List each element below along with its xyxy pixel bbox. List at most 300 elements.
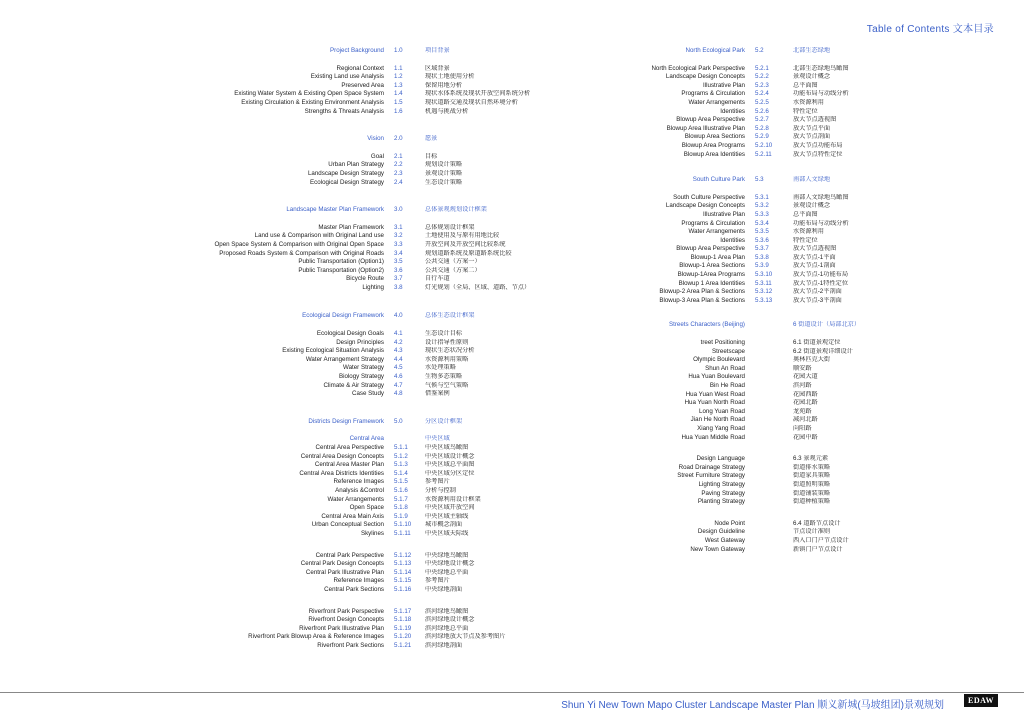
toc-entry-number: 5.0 — [394, 417, 403, 425]
toc-entry-number: 4.4 — [394, 355, 403, 363]
toc-entry-chinese: 参考图片 — [425, 577, 450, 585]
toc-entry-chinese: 放大节点-1特性定位 — [793, 279, 849, 287]
toc-entry-english: Streetscape — [711, 347, 745, 355]
toc-entry-english: Riverfront Park Sections — [317, 641, 384, 649]
toc-entry-chinese: 北部生态绿地鸟瞰图 — [793, 64, 849, 72]
toc-entry-chinese: 现状道路交通及现状自然环境分析 — [425, 98, 518, 106]
section-spacer — [560, 185, 1024, 194]
toc-entry[interactable] — [0, 642, 560, 651]
toc-entry[interactable] — [0, 99, 560, 108]
toc-entry-english: Open Space — [349, 504, 384, 512]
toc-entry-english: Design Guideline — [697, 528, 745, 536]
toc-entry[interactable] — [0, 179, 560, 188]
toc-entry-chinese: 现状土地使用分析 — [425, 73, 475, 81]
toc-entry[interactable] — [0, 373, 560, 382]
toc-entry[interactable] — [560, 245, 1024, 254]
toc-entry-number: 1.3 — [394, 81, 403, 89]
toc-entry-number: 5.1.20 — [394, 633, 412, 641]
toc-entry[interactable] — [560, 73, 1024, 82]
toc-entry[interactable] — [560, 464, 1024, 473]
toc-entry[interactable] — [0, 444, 560, 453]
toc-entry[interactable] — [560, 528, 1024, 537]
toc-entry-chinese: 总平面图 — [793, 210, 818, 218]
toc-entry-chinese: 滨河绿地放大节点及参考图片 — [425, 633, 506, 641]
toc-entry-number: 1.5 — [394, 98, 403, 106]
toc-entry-english: Identities — [720, 236, 745, 244]
toc-entry-number: 5.1.7 — [394, 495, 408, 503]
toc-entry[interactable] — [0, 382, 560, 391]
toc-entry-english: Hua Yuan North Road — [684, 399, 745, 407]
toc-entry-number: 3.5 — [394, 258, 403, 266]
toc-entry-number: 4.6 — [394, 373, 403, 381]
toc-entry-english: Node Point — [714, 519, 745, 527]
toc-entry-number: 5.2.6 — [755, 107, 769, 115]
toc-entry-chinese: 减河北路 — [793, 416, 818, 424]
toc-entry-number: 1.4 — [394, 90, 403, 98]
toc-entry[interactable] — [560, 472, 1024, 481]
toc-entry-english: Illustrative Plan — [703, 81, 745, 89]
toc-entry-chinese: 放大节点-1剖面 — [793, 262, 836, 270]
toc-entry[interactable] — [560, 339, 1024, 348]
toc-entry-number: 5.1.5 — [394, 478, 408, 486]
toc-entry-english: Land use & Comparison with Original Land use — [254, 232, 384, 240]
toc-section-heading[interactable] — [560, 176, 1024, 185]
toc-entry-number: 3.3 — [394, 240, 403, 248]
toc-entry-number: 4.5 — [394, 364, 403, 372]
toc-section — [560, 176, 1024, 305]
toc-entry-chinese: 参考图片 — [425, 478, 450, 486]
toc-entry[interactable] — [0, 161, 560, 170]
toc-entry-number: 5.2.5 — [755, 98, 769, 106]
toc-entry-chinese: 街道家具策略 — [793, 472, 831, 480]
toc-entry-english: North Ecological Park — [685, 47, 745, 54]
toc-entry[interactable] — [0, 625, 560, 634]
toc-entry-chinese: 中央区域开放空间 — [425, 504, 475, 512]
toc-section-heading[interactable] — [0, 135, 560, 144]
toc-entry-english: Xiang Yang Road — [697, 424, 745, 432]
toc-entry[interactable] — [0, 284, 560, 293]
toc-entry-chinese: 放大节点-1功能布局 — [793, 271, 849, 279]
toc-entry-chinese: 放大节点透视图 — [793, 116, 837, 124]
toc-entry[interactable] — [0, 65, 560, 74]
toc-entry-number: 5.2.3 — [755, 81, 769, 89]
toc-entry[interactable] — [0, 258, 560, 267]
toc-entry-english: Design Principles — [336, 338, 384, 346]
toc-entry[interactable] — [0, 616, 560, 625]
toc-entry-number: 5.2.9 — [755, 133, 769, 141]
toc-entry-english: Central Area — [349, 435, 384, 443]
toc-entry[interactable] — [560, 65, 1024, 74]
toc-entry[interactable] — [560, 90, 1024, 99]
toc-entry-chinese: 中央区域总平面图 — [425, 461, 475, 469]
toc-entry-number: 5.3.8 — [755, 253, 769, 261]
toc-entry[interactable] — [0, 390, 560, 399]
toc-entry[interactable] — [560, 99, 1024, 108]
toc-entry-chinese: 项目背景 — [425, 47, 450, 54]
toc-entry-number: 2.3 — [394, 169, 403, 177]
toc-entry[interactable] — [0, 250, 560, 259]
toc-entry-english: Blowup-1 Area Plan — [690, 253, 745, 261]
toc-section-heading[interactable] — [0, 206, 560, 215]
toc-entry-chinese: 愿景 — [425, 135, 438, 143]
toc-entry-number — [755, 382, 793, 391]
toc-entry[interactable] — [560, 408, 1024, 417]
toc-entry-number: 5.3.6 — [755, 236, 769, 244]
toc-entry[interactable] — [0, 513, 560, 522]
toc-entry[interactable] — [560, 391, 1024, 400]
toc-entry-chinese: 中央区域天际线 — [425, 529, 469, 537]
toc-entry[interactable] — [560, 382, 1024, 391]
toc-section — [560, 321, 1024, 554]
toc-entry-number: 5.3.5 — [755, 228, 769, 236]
toc-entry[interactable] — [0, 577, 560, 586]
toc-section-heading[interactable] — [560, 47, 1024, 56]
toc-entry-english: Ecological Design Framework — [302, 312, 384, 320]
toc-entry[interactable] — [560, 211, 1024, 220]
toc-entry-chinese: 生态设计策略 — [425, 178, 463, 186]
toc-entry[interactable] — [0, 560, 560, 569]
toc-entry-number: 5.1.2 — [394, 452, 408, 460]
toc-entry[interactable] — [560, 237, 1024, 246]
toc-entry-chinese: 自行车道 — [425, 275, 450, 283]
toc-entry[interactable] — [0, 90, 560, 99]
toc-entry-chinese: 放大节点剖面 — [793, 133, 831, 141]
toc-entry[interactable] — [0, 224, 560, 233]
toc-entry-number: 5.2.8 — [755, 124, 769, 132]
toc-entry-english: Landscape Design Concepts — [665, 73, 745, 81]
toc-entry-english: Central Area Perspective — [315, 444, 384, 451]
toc-entry[interactable] — [560, 228, 1024, 237]
toc-entry-chinese: 水资源利用 — [793, 98, 824, 106]
group-spacer — [560, 507, 1024, 520]
toc-entry[interactable] — [560, 82, 1024, 91]
toc-entry-number: 5.2.1 — [755, 64, 769, 72]
toc-entry-chinese: 特性定位 — [793, 236, 818, 244]
toc-entry[interactable] — [560, 194, 1024, 203]
toc-entry-number: 5.3.7 — [755, 245, 769, 253]
toc-entry-english: Lighting — [362, 283, 384, 291]
toc-entry-chinese: 花园西路 — [793, 390, 818, 398]
toc-entry-chinese: 花园中路 — [793, 433, 818, 441]
toc-entry[interactable] — [0, 356, 560, 365]
toc-entry-english: Skylines — [360, 529, 384, 537]
toc-entry[interactable] — [0, 108, 560, 117]
toc-entry-chinese: 现状生态状况分析 — [425, 347, 475, 355]
toc-entry[interactable] — [560, 537, 1024, 546]
toc-entry[interactable] — [560, 365, 1024, 374]
toc-entry[interactable] — [560, 455, 1024, 464]
toc-entry-number: 4.1 — [394, 330, 403, 338]
toc-entry-chinese: 南部人文绿地鸟瞰图 — [793, 193, 849, 201]
toc-entry-english: Reference Images — [333, 577, 384, 585]
toc-section-heading[interactable] — [0, 312, 560, 321]
toc-entry-number: 3.1 — [394, 223, 403, 231]
toc-entry-chinese: 公共交通（方案二） — [425, 266, 481, 274]
toc-entry[interactable] — [560, 151, 1024, 160]
toc-entry-chinese: 滨河绿地剖面 — [425, 641, 463, 649]
toc-entry[interactable] — [0, 521, 560, 530]
toc-entry-chinese: 街道铺装策略 — [793, 489, 831, 497]
toc-entry-number — [755, 528, 793, 537]
toc-entry-number: 3.8 — [394, 283, 403, 291]
toc-entry-number: 5.3.13 — [755, 296, 773, 304]
toc-entry[interactable] — [560, 520, 1024, 529]
toc-entry-number: 3.4 — [394, 249, 403, 257]
toc-entry-number: 5.1.13 — [394, 560, 412, 568]
toc-entry-number — [755, 356, 793, 365]
toc-entry-number: 5.1.1 — [394, 444, 408, 451]
toc-entry-english: Programs & Circulation — [681, 219, 745, 227]
toc-entry-chinese: 街道排水策略 — [793, 463, 831, 471]
toc-entry-chinese: 中央绿地剖面 — [425, 585, 463, 593]
toc-entry-english: Open Space System & Comparison with Original Open Space — [214, 240, 384, 248]
toc-entry[interactable] — [560, 490, 1024, 499]
toc-entry[interactable] — [560, 202, 1024, 211]
toc-entry-chinese: 生态设计目标 — [425, 330, 463, 338]
toc-entry-chinese: 规划设计策略 — [425, 161, 463, 169]
toc-entry-chinese: 功能布局与动线分析 — [793, 90, 849, 98]
toc-entry-english: Water Strategy — [342, 364, 384, 372]
toc-entry-number: 5.1.18 — [394, 616, 412, 624]
toc-entry-english: Central Area Main Axis — [321, 512, 384, 520]
toc-entry-number: 4.0 — [394, 312, 403, 320]
toc-section-heading[interactable] — [560, 321, 1024, 330]
toc-entry-number: 5.1.6 — [394, 486, 408, 494]
toc-entry-english: Regional Context — [336, 64, 384, 72]
toc-entry-english: Central Park Illustrative Plan — [305, 568, 384, 576]
toc-entry-english: Urban Plan Strategy — [328, 161, 384, 169]
toc-entry-number: 5.1.16 — [394, 585, 412, 593]
toc-entry[interactable] — [560, 425, 1024, 434]
toc-entry[interactable] — [560, 416, 1024, 425]
toc-entry[interactable] — [0, 330, 560, 339]
toc-entry-number — [755, 472, 793, 481]
toc-entry[interactable] — [560, 356, 1024, 365]
toc-entry-english: Blowup Area Perspective — [676, 116, 745, 124]
toc-entry[interactable] — [0, 487, 560, 496]
toc-entry[interactable] — [560, 262, 1024, 271]
toc-entry-number: 5.1.11 — [394, 529, 411, 537]
toc-entry[interactable] — [0, 347, 560, 356]
toc-entry-number — [755, 490, 793, 499]
toc-entry-number: 5.2.7 — [755, 116, 769, 124]
toc-entry-english: Blowup-2 Area Plan & Sections — [659, 288, 745, 296]
toc-entry[interactable] — [560, 280, 1024, 289]
toc-entry-number — [755, 425, 793, 434]
toc-entry[interactable] — [560, 142, 1024, 151]
toc-entry[interactable] — [0, 633, 560, 642]
toc-entry-english: Blowup-1 Area Sections — [679, 262, 745, 270]
toc-entry-chinese: 水资源利用 — [793, 228, 824, 236]
toc-entry-number — [755, 455, 793, 464]
toc-entry[interactable] — [0, 241, 560, 250]
toc-entry[interactable] — [0, 569, 560, 578]
group-spacer — [0, 539, 560, 552]
toc-entry-english: Hua Yuan Middle Road — [681, 433, 745, 441]
toc-entry-chinese: 设计指导性原则 — [425, 338, 469, 346]
toc-entry-english: Central Park Design Concepts — [300, 560, 384, 568]
toc-entry[interactable] — [0, 530, 560, 539]
toc-entry[interactable] — [0, 339, 560, 348]
toc-entry[interactable] — [0, 73, 560, 82]
toc-entry-english: North Ecological Park Perspective — [651, 64, 745, 72]
toc-entry-chinese: 景观设计概念 — [793, 73, 831, 81]
toc-entry-number: 4.3 — [394, 347, 403, 355]
toc-entry-number — [755, 498, 793, 507]
toc-entry-chinese: 中央绿地鸟瞰图 — [425, 551, 469, 559]
toc-entry[interactable] — [0, 153, 560, 162]
toc-entry-english: Bicycle Route — [346, 275, 384, 283]
toc-entry-number: 5.1.15 — [394, 577, 412, 585]
toc-entry-chinese: 节点设计准则 — [793, 528, 831, 536]
toc-entry-english: Proposed Roads System & Comparison with Original Roads — [219, 249, 384, 257]
toc-entry[interactable] — [0, 267, 560, 276]
toc-entry-english: Blowup Area Illustrative Plan — [666, 124, 745, 132]
toc-entry-chinese: 滨河绿地设计概念 — [425, 616, 475, 624]
footer-title: Shun Yi New Town Mapo Cluster Landscape Master Plan 顺义新城(马坡组团)景观规划 — [561, 700, 944, 711]
toc-entry[interactable] — [560, 348, 1024, 357]
toc-entry-chinese: 开放空间及开放空间比较系统 — [425, 240, 506, 248]
toc-entry[interactable] — [560, 288, 1024, 297]
toc-entry-english: Paving Strategy — [701, 489, 745, 497]
toc-entry-number: 1.0 — [394, 47, 403, 54]
toc-entry[interactable] — [560, 133, 1024, 142]
toc-entry[interactable] — [0, 435, 560, 444]
toc-entry-number: 5.2.10 — [755, 141, 773, 149]
toc-entry-chinese: 灯光规划（全局、区域、道路、节点） — [425, 283, 531, 291]
toc-entry[interactable] — [560, 498, 1024, 507]
toc-entry[interactable] — [0, 608, 560, 617]
toc-entry[interactable] — [560, 434, 1024, 443]
toc-entry[interactable] — [0, 496, 560, 505]
toc-entry[interactable] — [0, 470, 560, 479]
toc-entry-chinese: 水资源利用设计框架 — [425, 495, 481, 503]
toc-entry[interactable] — [560, 108, 1024, 117]
toc-entry[interactable] — [560, 220, 1024, 229]
toc-entry[interactable] — [560, 373, 1024, 382]
toc-entry-english: Water Arrangements — [327, 495, 384, 503]
section-spacer — [0, 321, 560, 330]
toc-entry-chinese: 6 街道设计（局部北京） — [793, 321, 861, 329]
toc-entry-number: 3.6 — [394, 266, 403, 274]
toc-entry-english: Blowup Area Identities — [683, 150, 745, 158]
toc-entry-english: Identities — [720, 107, 745, 115]
toc-section-heading[interactable] — [0, 418, 560, 427]
toc-entry-number: 5.3.10 — [755, 271, 773, 279]
toc-section-heading[interactable] — [0, 47, 560, 56]
toc-entry[interactable] — [0, 461, 560, 470]
toc-entry-chinese: 总平面图 — [793, 81, 818, 89]
toc-entry-number: 5.2.2 — [755, 73, 769, 81]
toc-entry[interactable] — [560, 125, 1024, 134]
toc-entry-number: 1.2 — [394, 73, 403, 81]
toc-entry[interactable] — [560, 297, 1024, 306]
toc-entry-chinese: 放大节点-3平剖面 — [793, 296, 842, 304]
toc-entry[interactable] — [0, 232, 560, 241]
toc-entry-number: 5.2 — [755, 47, 764, 54]
toc-entry-number: 5.1.17 — [394, 607, 412, 615]
toc-entry-number: 5.3.9 — [755, 262, 769, 270]
section-spacer — [0, 215, 560, 224]
toc-entry[interactable] — [0, 478, 560, 487]
toc-entry[interactable] — [0, 552, 560, 561]
toc-entry-chinese: 规划道路系统及原道路系统比较 — [425, 249, 512, 257]
toc-entry[interactable] — [560, 254, 1024, 263]
toc-entry-chinese: 气候与空气策略 — [425, 381, 469, 389]
toc-entry-chinese: 功能布局与动线分析 — [793, 219, 849, 227]
toc-entry-english: Blowup 1 Area Identities — [678, 279, 745, 287]
toc-entry[interactable] — [0, 453, 560, 462]
toc-entry-number: 5.2.4 — [755, 90, 769, 98]
toc-entry-number: 5.1.4 — [394, 469, 408, 477]
toc-entry-number: 1.1 — [394, 64, 403, 72]
toc-entry-chinese: 花园北路 — [793, 399, 818, 407]
toc-entry-chinese: 放大节点透视图 — [793, 245, 837, 253]
toc-entry-chinese: 新镇门户节点设计 — [793, 545, 843, 553]
toc-entry-number — [755, 434, 793, 443]
toc-entry-chinese: 水资源利用策略 — [425, 355, 469, 363]
toc-entry[interactable] — [0, 82, 560, 91]
toc-entry-english: Water Arrangements — [688, 98, 745, 106]
toc-left-column — [0, 47, 560, 650]
toc-entry[interactable] — [560, 271, 1024, 280]
toc-entry[interactable] — [0, 364, 560, 373]
toc-entry[interactable] — [0, 504, 560, 513]
toc-entry-number — [755, 546, 793, 555]
toc-entry-english: Existing Land use Analysis — [310, 73, 384, 81]
section-spacer — [0, 56, 560, 65]
toc-entry[interactable] — [560, 481, 1024, 490]
toc-entry-english: South Culture Perspective — [673, 193, 745, 201]
toc-entry[interactable] — [560, 116, 1024, 125]
toc-entry-chinese: 6.3 景观元素 — [793, 455, 829, 463]
toc-entry[interactable] — [0, 586, 560, 595]
toc-entry[interactable] — [0, 170, 560, 179]
toc-entry-english: Olympic Boulevard — [693, 356, 745, 364]
toc-entry-number — [755, 481, 793, 490]
toc-entry[interactable] — [0, 275, 560, 284]
toc-entry-english: West Gateway — [704, 536, 745, 544]
section-spacer — [560, 56, 1024, 65]
toc-section — [0, 312, 560, 398]
toc-entry-number: 5.1.10 — [394, 521, 412, 529]
toc-entry-number: 5.3.2 — [755, 202, 769, 210]
toc-entry-number: 5.3 — [755, 176, 764, 184]
toc-entry-english: Project Background — [330, 47, 384, 54]
toc-entry-number: 5.2.11 — [755, 150, 772, 158]
toc-entry-chinese: 6.1 街道景观定位 — [793, 339, 841, 347]
toc-entry-chinese: 土地使用及与原有用地比较 — [425, 232, 500, 240]
toc-entry-chinese: 分析与控制 — [425, 486, 456, 494]
toc-entry-english: Riverfront Park Illustrative Plan — [299, 624, 384, 632]
toc-entry-chinese: 顺安路 — [793, 364, 812, 372]
toc-entry-number: 5.3.12 — [755, 288, 773, 296]
toc-entry-chinese: 中央绿地设计概念 — [425, 560, 475, 568]
toc-entry-chinese: 滨河绿地总平面 — [425, 624, 469, 632]
toc-entry-english: Existing Ecological Situation Analysis — [282, 347, 384, 355]
toc-entry[interactable] — [560, 546, 1024, 555]
toc-entry-chinese: 放大节点特性定位 — [793, 150, 843, 158]
toc-entry[interactable] — [560, 399, 1024, 408]
toc-entry-chinese: 放大节点-1平面 — [793, 253, 836, 261]
toc-entry-number — [755, 399, 793, 408]
toc-entry-english: Riverfront Park Perspective — [308, 607, 384, 615]
section-spacer — [0, 144, 560, 153]
toc-entry-chinese: 北部生态绿地 — [793, 47, 831, 54]
section-spacer — [0, 426, 560, 435]
toc-entry-chinese: 街道照明策略 — [793, 480, 831, 488]
toc-entry-english: Public Transportation (Option2) — [298, 266, 384, 274]
